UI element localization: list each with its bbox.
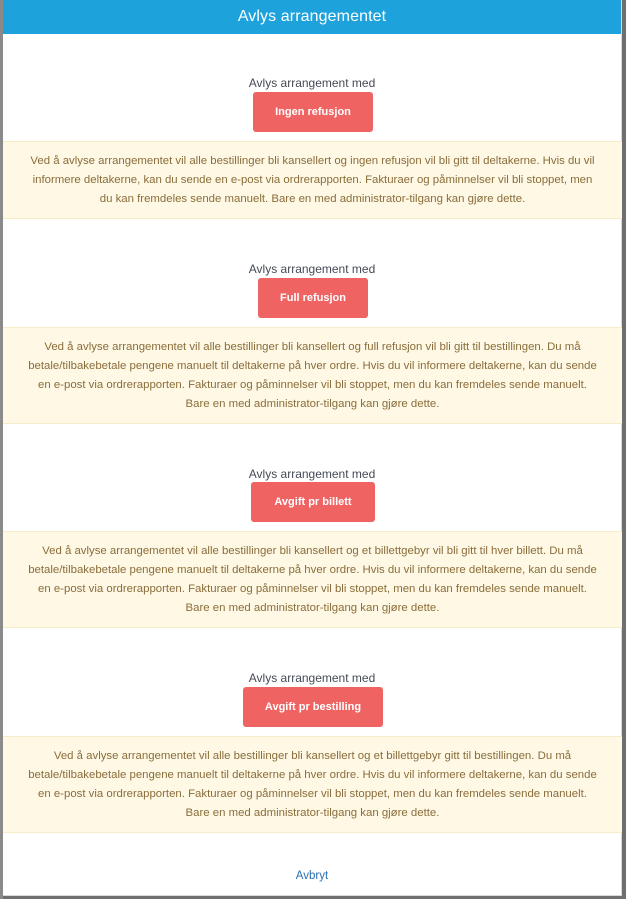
option-label-fee-per-order: Avlys arrangement med [248,671,376,685]
option-label-fee-per-ticket: Avlys arrangement med [248,467,376,481]
option-label-full-refund: Avlys arrangement med [248,262,376,276]
info-box-full-refund [3,327,622,424]
info-text-fee-per-order: Ved å avlyse arrangementet vil alle bestillinger bli kansellert og et billettgebyr gitt til bestillingen. Du må betale/tilbakebetale pengene manuelt til deltakerne på hver ordre. Hvis du vil informere deltakerne, kan du sende en e-post via ordrerapporten. Fakturaer og påminnelser vil bli stoppet, men du kan fremdeles sende manuelt. Bare en med administrator-tilgang kan gjøre dette. [28,749,597,819]
full-refund-button[interactable]: Full refusjon [258,278,368,318]
info-box-no-refund [3,141,622,219]
info-text-no-refund: Ved å avlyse arrangementet vil alle bestillinger bli kansellert og ingen refusjon vil bli gitt til deltakerne. Hvis du vil informere deltakerne, kan du sende en e-post via ordrerapporten. Fakturaer og påminnelser vil bli stoppet, men du kan fremdeles sende manuelt. Bare en med administrator-tilgang kan gjøre dette. [30,154,595,205]
no-refund-button[interactable]: Ingen refusjon [253,92,373,132]
modal-title: Avlys arrangementet [237,8,387,25]
info-text-full-refund: Ved å avlyse arrangementet vil alle bestillinger bli kansellert og full refusjon vil bli gitt til bestillingen. Du må betale/tilbakebetale pengene manuelt til deltakerne på hver ordre. Hvis du vil informere deltakerne, kan du sende en e-post via ordrerapporten. Fakturaer og påminnelser vil bli stoppet, men du kan fremdeles sende manuelt. Bare en med administrator-tilgang kan gjøre dette. [28,340,597,410]
info-box-fee-per-order [3,736,622,833]
fee-per-ticket-button[interactable]: Avgift pr billett [251,482,375,522]
fee-per-order-button[interactable]: Avgift pr bestilling [243,687,383,727]
cancel-event-modal [3,0,622,896]
option-label-no-refund: Avlys arrangement med [248,76,376,90]
info-box-fee-per-ticket [3,531,622,628]
info-text-fee-per-ticket: Ved å avlyse arrangementet vil alle bestillinger bli kansellert og et billettgebyr vil bli gitt til hver billett. Du må betale/tilbakebetale pengene manuelt til deltakerne på hver ordre. Hvis du vil informere deltakerne, kan du sende en e-post via ordrerapporten. Fakturaer og påminnelser vil bli stoppet, men du kan fremdeles sende manuelt. Bare en med administrator-tilgang kan gjøre dette. [28,544,597,614]
modal-header [3,0,621,34]
cancel-link[interactable]: Avbryt [295,870,329,882]
